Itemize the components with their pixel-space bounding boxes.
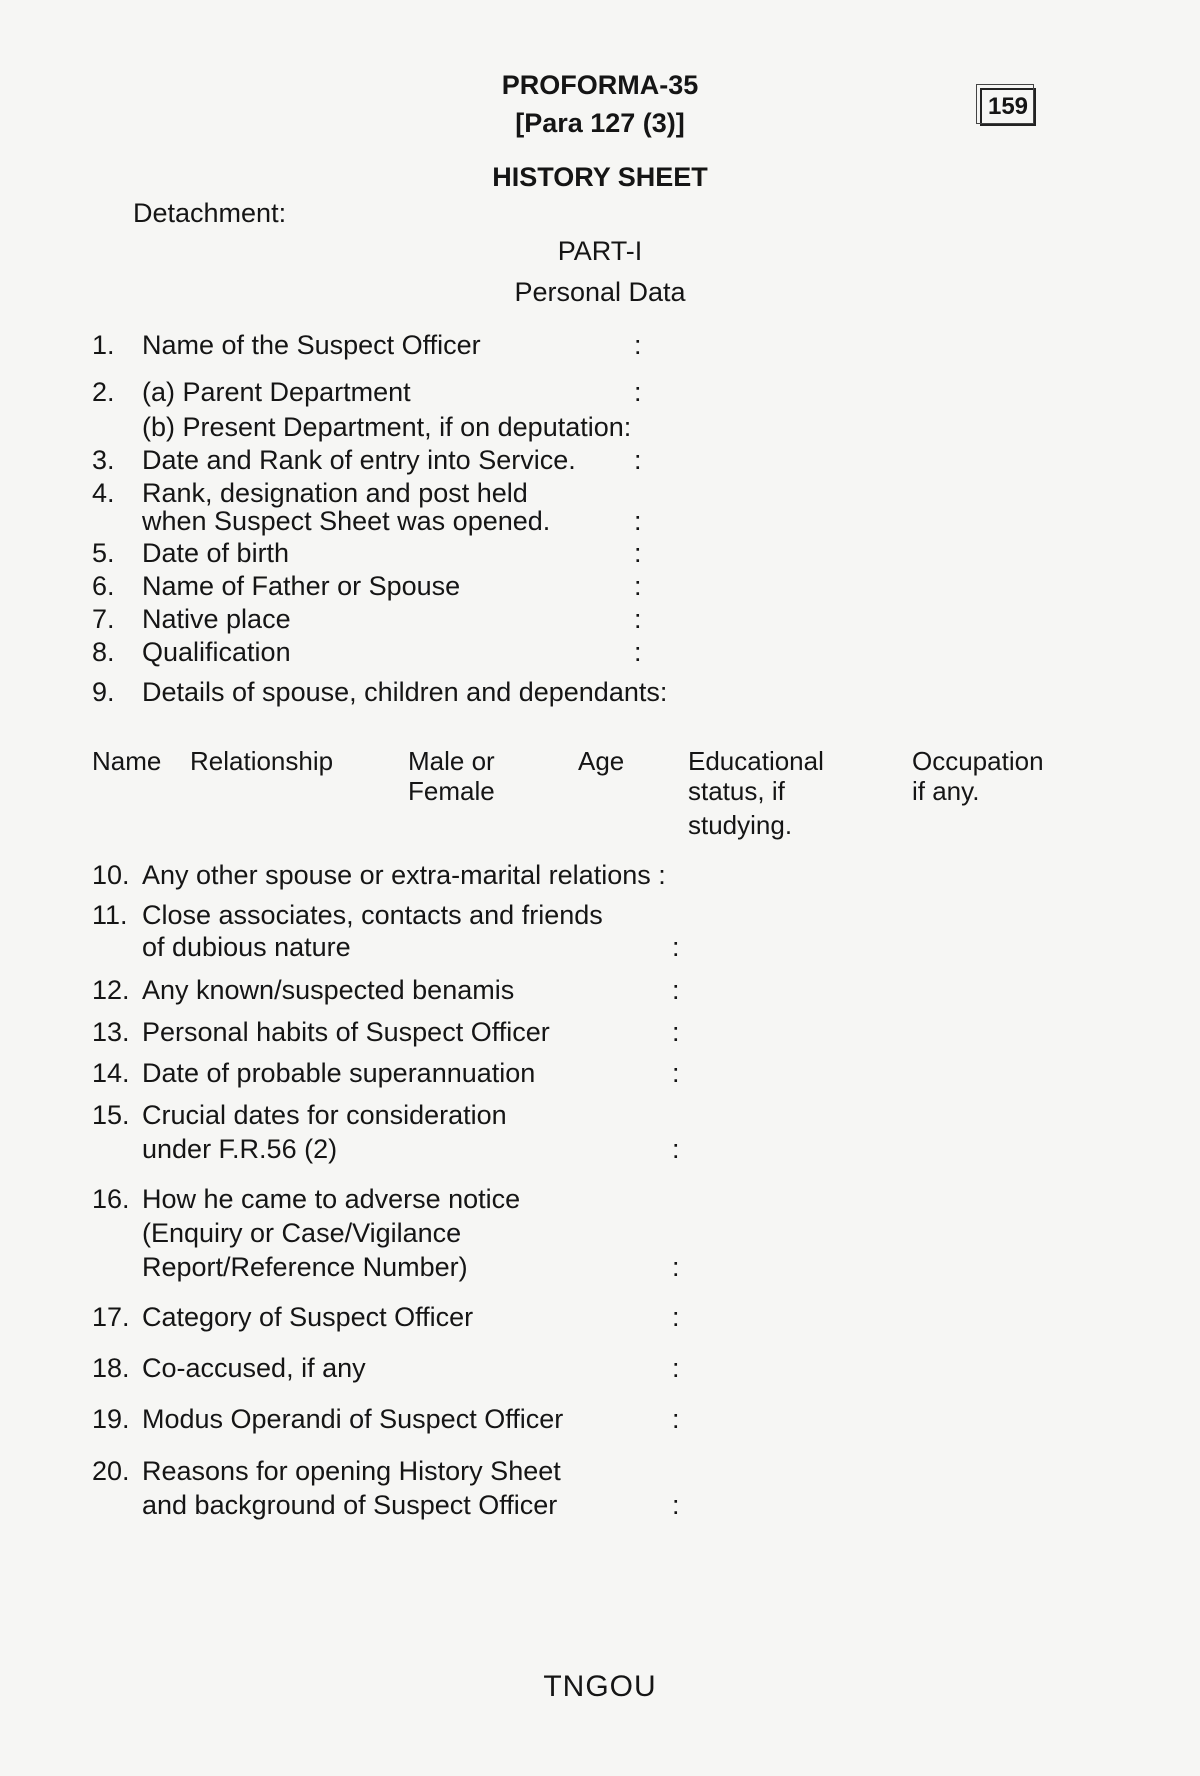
item-label: Any known/suspected benamis	[142, 975, 515, 1005]
item-number: 6.	[92, 571, 115, 601]
item-label-continued: of dubious nature	[142, 932, 351, 962]
column-age: Age	[578, 746, 625, 776]
item-label-continued: Report/Reference Number)	[142, 1252, 468, 1282]
item-label-continued: (Enquiry or Case/Vigilance	[142, 1218, 462, 1248]
column-studying: studying.	[688, 810, 793, 840]
item-label: Date and Rank of entry into Service.	[142, 445, 576, 475]
history-sheet-title: HISTORY SHEET	[492, 162, 708, 192]
column-status-if: status, if	[688, 776, 785, 806]
item-number: 13.	[92, 1017, 130, 1047]
item-number: 19.	[92, 1404, 130, 1434]
item-colon: :	[672, 1017, 680, 1047]
item-colon: :	[672, 932, 680, 962]
column-name: Name	[92, 746, 162, 776]
detachment-label: Detachment:	[133, 198, 287, 228]
column-male-or: Male or	[408, 746, 495, 776]
column-if-any: if any.	[912, 776, 980, 806]
item-label: Date of birth	[142, 538, 290, 568]
item-number: 12.	[92, 975, 130, 1005]
item-label: Native place	[142, 604, 291, 634]
part-heading: PART-I	[557, 236, 643, 266]
item-label: (a) Parent Department	[142, 377, 411, 407]
footer-watermark: TNGOU	[543, 1670, 657, 1703]
item-label-continued: under F.R.56 (2)	[142, 1134, 338, 1164]
column-female: Female	[408, 776, 495, 806]
item-colon: :	[634, 637, 642, 667]
item-number: 10.	[92, 860, 130, 890]
item-colon: :	[634, 506, 642, 536]
column-educational: Educational	[688, 746, 824, 776]
column-occupation: Occupation	[912, 746, 1044, 776]
item-colon: :	[672, 1404, 680, 1434]
item-label: Reasons for opening History Sheet	[142, 1456, 561, 1486]
item-label: Close associates, contacts and friends	[142, 900, 603, 930]
item-colon: :	[672, 1058, 680, 1088]
item-label: Modus Operandi of Suspect Officer	[142, 1404, 564, 1434]
item-number: 4.	[92, 478, 115, 508]
page-number-box: 159	[980, 88, 1036, 126]
item-number: 11.	[92, 900, 128, 930]
item-number: 8.	[92, 637, 115, 667]
item-number: 14.	[92, 1058, 130, 1088]
item-number: 5.	[92, 538, 115, 568]
item-label: Name of the Suspect Officer	[142, 330, 481, 360]
item-label: Name of Father or Spouse	[142, 571, 461, 601]
item-label: Qualification	[142, 637, 291, 667]
item-label: How he came to adverse notice	[142, 1184, 521, 1214]
item-colon: :	[672, 1134, 680, 1164]
item-colon: :	[672, 975, 680, 1005]
item-label: (b) Present Department, if on deputation:	[142, 412, 632, 442]
item-label: Category of Suspect Officer	[142, 1302, 474, 1332]
item-colon: :	[672, 1302, 680, 1332]
item-number: 16.	[92, 1184, 130, 1214]
section-heading: Personal Data	[514, 277, 686, 307]
item-colon: :	[672, 1490, 680, 1520]
item-label: Rank, designation and post held	[142, 478, 528, 508]
item-number: 1.	[92, 330, 115, 360]
item-label: Any other spouse or extra-marital relations :	[142, 860, 666, 890]
item-label: Crucial dates for consideration	[142, 1100, 507, 1130]
item-colon: :	[634, 330, 642, 360]
item-colon: :	[634, 571, 642, 601]
item-number: 18.	[92, 1353, 130, 1383]
item-colon: :	[634, 604, 642, 634]
item-number: 9.	[92, 677, 115, 707]
item-colon: :	[672, 1353, 680, 1383]
item-number: 15.	[92, 1100, 130, 1130]
item-number: 2.	[92, 377, 115, 407]
item-colon: :	[634, 538, 642, 568]
item-label: Details of spouse, children and dependants:	[142, 677, 668, 707]
item-colon: :	[634, 445, 642, 475]
item-label-continued: and background of Suspect Officer	[142, 1490, 558, 1520]
item-number: 17.	[92, 1302, 130, 1332]
item-colon: :	[634, 377, 642, 407]
item-number: 7.	[92, 604, 115, 634]
item-label: Co-accused, if any	[142, 1353, 366, 1383]
item-label-continued: when Suspect Sheet was opened.	[142, 506, 551, 536]
column-relationship: Relationship	[190, 746, 334, 776]
item-colon: :	[672, 1252, 680, 1282]
proforma-title: PROFORMA-35	[501, 70, 699, 100]
para-reference: [Para 127 (3)]	[515, 108, 685, 138]
item-label: Date of probable superannuation	[142, 1058, 536, 1088]
item-number: 20.	[92, 1456, 130, 1486]
item-label: Personal habits of Suspect Officer	[142, 1017, 550, 1047]
item-number: 3.	[92, 445, 115, 475]
